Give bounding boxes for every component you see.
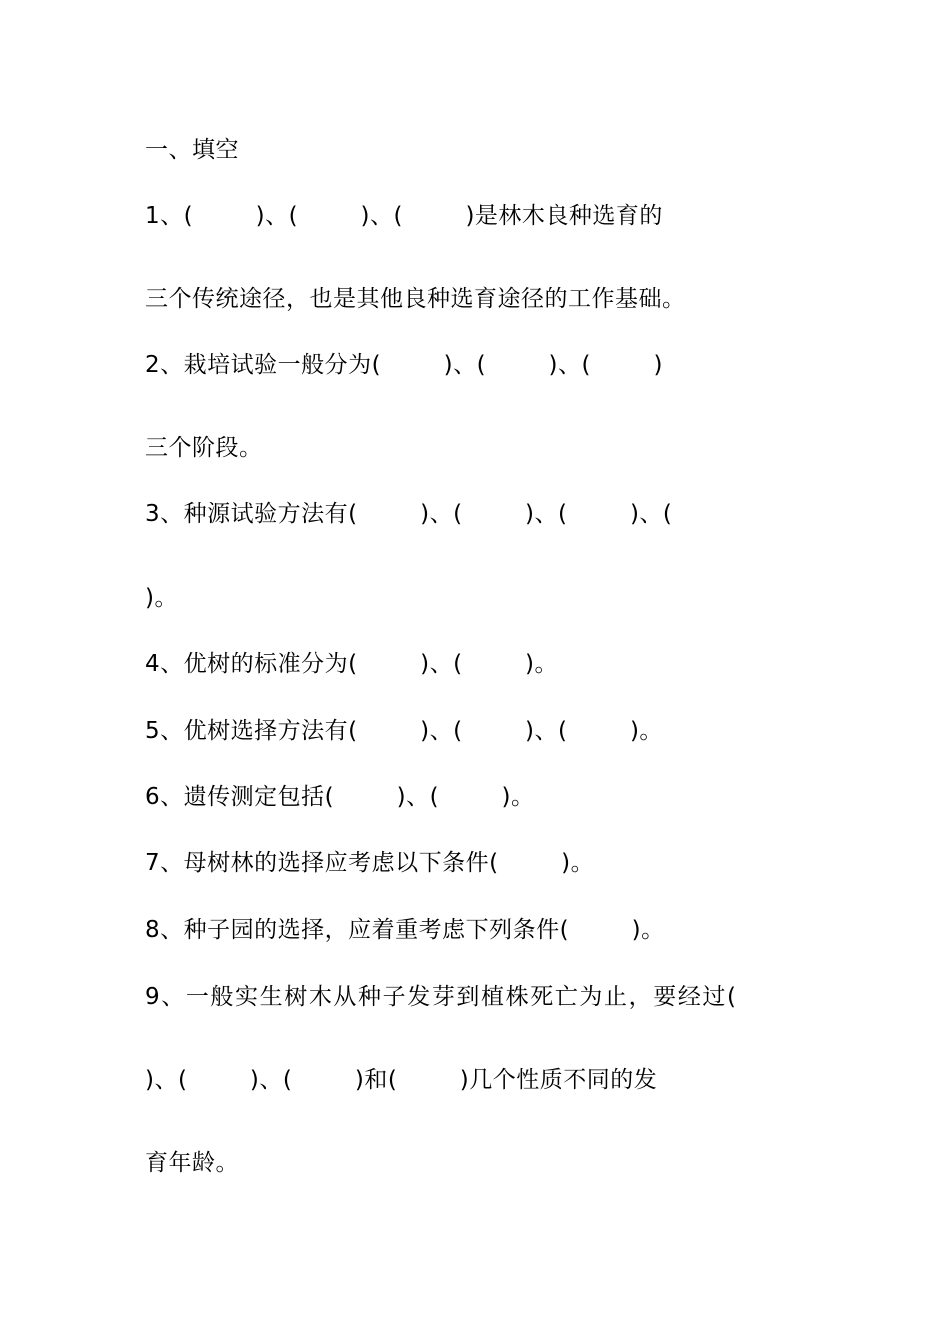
- question-2-line-1: 2、栽培试验一般分为( )、( )、( ): [145, 352, 663, 378]
- question-6: 6、遗传测定包括( )、( )。: [145, 784, 535, 810]
- question-9-line-1: 9、一般实生树木从种子发芽到植株死亡为止，要经过(: [145, 984, 738, 1010]
- question-9-line-2: )、( )、( )和( )几个性质不同的发: [145, 1067, 658, 1093]
- section-title: 一、填空: [145, 137, 239, 163]
- question-7: 7、母树林的选择应考虑以下条件( )。: [145, 850, 595, 876]
- question-8: 8、种子园的选择，应着重考虑下列条件( )。: [145, 917, 665, 943]
- question-3-line-2: )。: [145, 585, 178, 611]
- question-4: 4、优树的标准分为( )、( )。: [145, 651, 559, 677]
- question-2-line-2: 三个阶段。: [145, 435, 263, 461]
- question-5: 5、优树选择方法有( )、( )、( )。: [145, 718, 663, 744]
- question-9-line-3: 育年龄。: [145, 1150, 239, 1176]
- question-1-line-2: 三个传统途径，也是其他良种选育途径的工作基础。: [145, 286, 686, 312]
- question-3-line-1: 3、种源试验方法有( )、( )、( )、(: [145, 501, 673, 527]
- question-1-line-1: 1、( )、( )、( )是林木良种选育的: [145, 203, 663, 229]
